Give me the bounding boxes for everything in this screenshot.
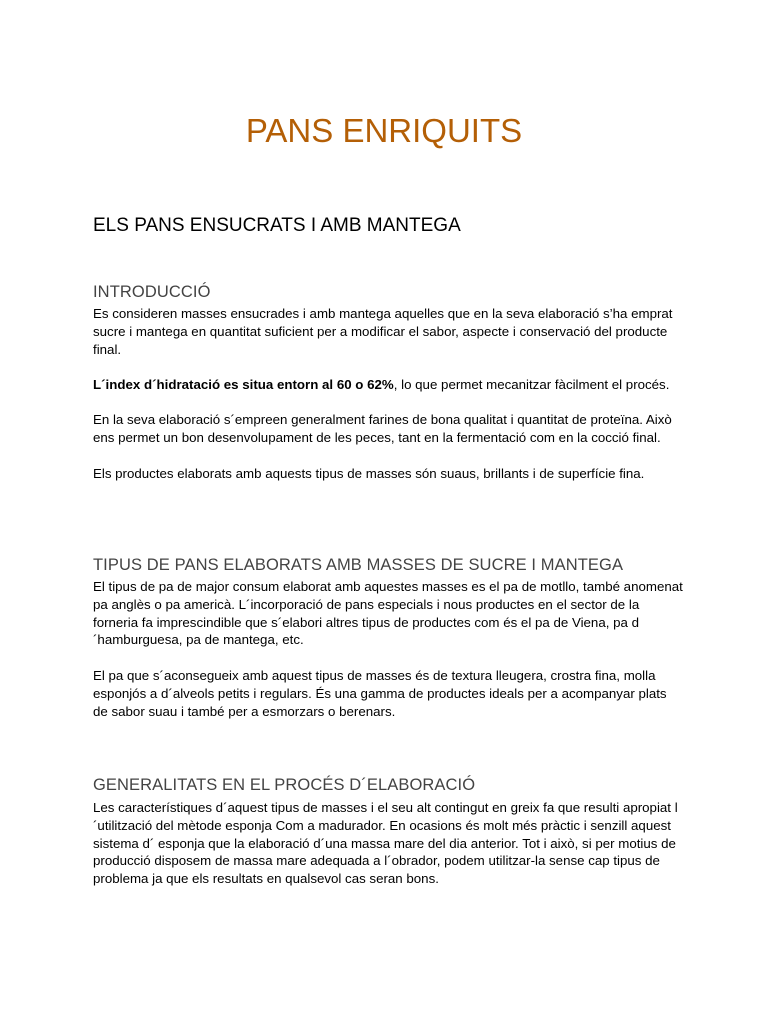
tipus-paragraph-1: El tipus de pa de major consum elaborat amb aquestes masses es el pa de motllo, també anomenat pa anglès o pa americà. L´incorporació de pans especials i nous productes en el sector de la forneria fa imprescindible que s´elabori altres tipus de productes com és el pa de Viena, pa d´hamburguesa, pa de mantega, etc. (93, 579, 683, 648)
document-title: PANS ENRIQUITS (245, 112, 523, 149)
intro-paragraph-3: En la seva elaboració s´empreen generalment farines de bona qualitat i quantitat de proteïna. Això ens permet un bon desenvolupament de les peces, tant en la fermentació com en la cocció final. (93, 412, 672, 445)
hydration-bold-text: L´index d´hidratació es situa entorn al 60 o 62% (93, 377, 394, 392)
section-heading-generalitats: GENERALITATS EN EL PROCÉS D´ELABORACIÓ (93, 776, 476, 794)
section-heading-tipus: TIPUS DE PANS ELABORATS AMB MASSES DE SUCRE I MANTEGA (93, 556, 624, 574)
section-heading-introduccio: INTRODUCCIÓ (93, 283, 211, 301)
intro-paragraph-4: Els productes elaborats amb aquests tipus de masses són suaus, brillants i de superfície fina. (93, 466, 645, 481)
intro-paragraph-1: Es consideren masses ensucrades i amb mantega aquelles que en la seva elaboració s’ha emprat sucre i mantega en quantitat suficient per a modificar el sabor, aspecte i conservació del producte final. (93, 306, 673, 357)
tipus-paragraph-2: El pa que s´aconsegueix amb aquest tipus de masses és de textura lleugera, crostra fina, molla esponjós a d´alveols petits i regulars. És una gamma de productes ideals per a acompanyar plats de sabor suau i també per a esmorzars o berenars. (93, 668, 667, 719)
document-subtitle: ELS PANS ENSUCRATS I AMB MANTEGA (93, 215, 461, 236)
hydration-rest-text: , lo que permet mecanitzar fàcilment el procés. (393, 377, 670, 392)
intro-paragraph-2 (93, 376, 683, 394)
generalitats-paragraph-1: Les característiques d´aquest tipus de masses i el seu alt contingut en greix fa que resulti apropiat l´utilització del mètode esponja Com a madurador. En ocasions és molt més pràctic i senzill aquest sistema d´ esponja que la elaboració d´una massa mare del dia anterior. Tot i això, si per motius de producció disposem de massa mare adequada a l´obrador, podem utilitzar-la sense cap tipus de problema ja que els resultats en qualsevol cas seran bons. (93, 800, 678, 887)
